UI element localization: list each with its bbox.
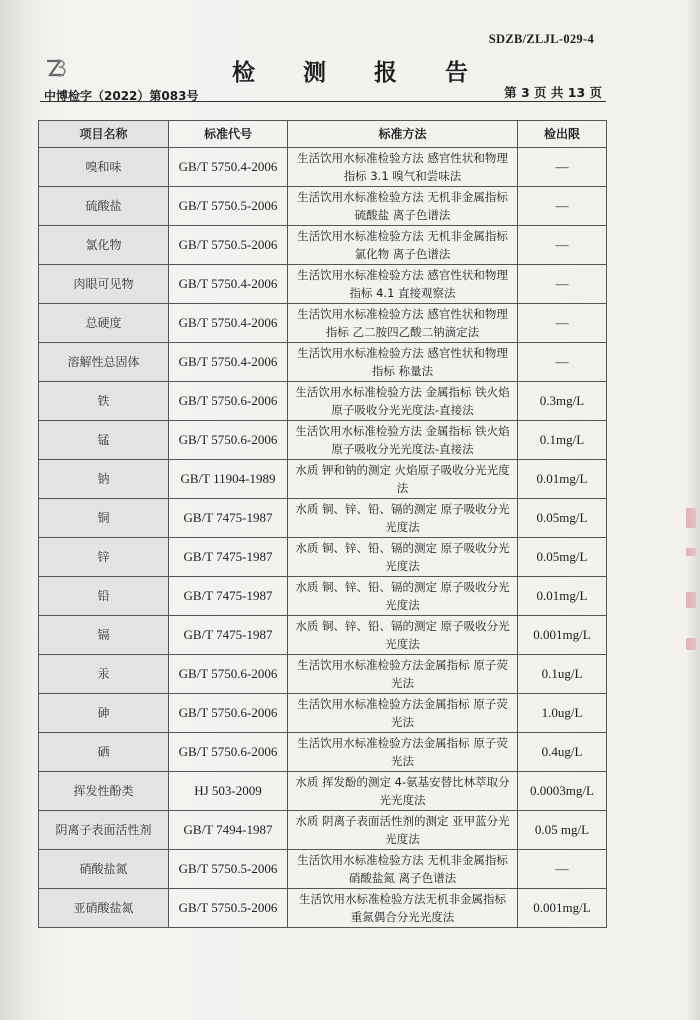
cell-item-name: 铁 <box>39 382 169 421</box>
cell-standard-method: 生活饮用水标准检验方法 金属指标 铁火焰原子吸收分光光度法-直接法 <box>288 382 518 421</box>
cell-standard-method: 生活饮用水标准检验方法金属指标 原子荧光法 <box>288 733 518 772</box>
cell-item-name: 硫酸盐 <box>39 187 169 226</box>
report-title: 检 测 报 告 <box>231 60 489 86</box>
cell-standard-method: 生活饮用水标准检验方法 感官性状和物理指标 乙二胺四乙酸二钠滴定法 <box>288 304 518 343</box>
table-row <box>39 694 607 733</box>
table-row <box>39 733 607 772</box>
cell-item-name: 阴离子表面活性剂 <box>39 811 169 850</box>
cell-detection-limit: 0.01mg/L <box>518 460 607 499</box>
cell-detection-limit: 0.05mg/L <box>518 538 607 577</box>
header-item-name: 项目名称 <box>39 121 169 148</box>
cell-standard-code: GB/T 5750.6-2006 <box>169 421 288 460</box>
cell-standard-method: 水质 铜、锌、铅、镉的测定 原子吸收分光光度法 <box>288 577 518 616</box>
cell-standard-code: GB/T 5750.4-2006 <box>169 148 288 187</box>
cell-detection-limit: — <box>518 265 607 304</box>
cell-item-name: 铅 <box>39 577 169 616</box>
cell-standard-method: 生活饮用水标准检验方法 感官性状和物理指标 4.1 直接观察法 <box>288 265 518 304</box>
cell-standard-method: 生活饮用水标准检验方法 感官性状和物理指标 称量法 <box>288 343 518 382</box>
cell-standard-code: GB/T 7475-1987 <box>169 538 288 577</box>
cell-standard-method: 生活饮用水标准检验方法无机非金属指标 重氮偶合分光光度法 <box>288 889 518 928</box>
cell-item-name: 镉 <box>39 616 169 655</box>
cell-detection-limit: — <box>518 187 607 226</box>
cell-standard-code: GB/T 7475-1987 <box>169 499 288 538</box>
table-row <box>39 148 607 187</box>
table-row <box>39 577 607 616</box>
table-row <box>39 382 607 421</box>
cell-detection-limit: 1.0ug/L <box>518 694 607 733</box>
cell-standard-code: GB/T 11904-1989 <box>169 460 288 499</box>
cell-standard-method: 水质 钾和钠的测定 火焰原子吸收分光光度法 <box>288 460 518 499</box>
table-row <box>39 499 607 538</box>
cell-standard-method: 生活饮用水标准检验方法 感官性状和物理指标 3.1 嗅气和尝味法 <box>288 148 518 187</box>
table-row <box>39 226 607 265</box>
cell-standard-method: 水质 铜、锌、铅、镉的测定 原子吸收分光光度法 <box>288 499 518 538</box>
cell-detection-limit: — <box>518 148 607 187</box>
cell-standard-code: GB/T 5750.6-2006 <box>169 382 288 421</box>
cell-standard-code: GB/T 5750.6-2006 <box>169 733 288 772</box>
table-row <box>39 772 607 811</box>
cell-detection-limit: 0.3mg/L <box>518 382 607 421</box>
cell-detection-limit: 0.05 mg/L <box>518 811 607 850</box>
cell-standard-code: GB/T 7475-1987 <box>169 577 288 616</box>
header-detection-limit: 检出限 <box>518 121 607 148</box>
header-divider <box>40 101 606 102</box>
cell-standard-code: GB/T 5750.6-2006 <box>169 694 288 733</box>
cell-item-name: 总硬度 <box>39 304 169 343</box>
cell-item-name: 溶解性总固体 <box>39 343 169 382</box>
cell-item-name: 挥发性酚类 <box>39 772 169 811</box>
table-row <box>39 265 607 304</box>
cell-detection-limit: — <box>518 850 607 889</box>
cell-standard-code: GB/T 7494-1987 <box>169 811 288 850</box>
cell-standard-method: 生活饮用水标准检验方法 金属指标 铁火焰原子吸收分光光度法-直接法 <box>288 421 518 460</box>
cell-item-name: 硒 <box>39 733 169 772</box>
cell-detection-limit: 0.1mg/L <box>518 421 607 460</box>
cell-item-name: 锌 <box>39 538 169 577</box>
cell-item-name: 铜 <box>39 499 169 538</box>
table-header-row <box>39 121 607 148</box>
cell-detection-limit: 0.4ug/L <box>518 733 607 772</box>
table-row <box>39 850 607 889</box>
cell-standard-method: 生活饮用水标准检验方法 无机非金属指标 硝酸盐氮 离子色谱法 <box>288 850 518 889</box>
cell-standard-code: HJ 503-2009 <box>169 772 288 811</box>
cell-standard-method: 水质 铜、锌、铅、镉的测定 原子吸收分光光度法 <box>288 616 518 655</box>
cell-standard-code: GB/T 5750.4-2006 <box>169 343 288 382</box>
cell-item-name: 硝酸盐氮 <box>39 850 169 889</box>
cell-standard-method: 生活饮用水标准检验方法金属指标 原子荧光法 <box>288 655 518 694</box>
table-body <box>39 148 607 928</box>
page-edge <box>686 0 700 1020</box>
cell-detection-limit: — <box>518 226 607 265</box>
cell-detection-limit: 0.01mg/L <box>518 577 607 616</box>
report-number: 中博检字（2022）第083号 <box>44 89 199 103</box>
cell-standard-code: GB/T 5750.4-2006 <box>169 304 288 343</box>
table-row <box>39 811 607 850</box>
cell-item-name: 亚硝酸盐氮 <box>39 889 169 928</box>
cell-standard-method: 生活饮用水标准检验方法金属指标 原子荧光法 <box>288 694 518 733</box>
cell-detection-limit: 0.1ug/L <box>518 655 607 694</box>
cell-item-name: 钠 <box>39 460 169 499</box>
cell-standard-code: GB/T 5750.5-2006 <box>169 187 288 226</box>
cell-detection-limit: 0.001mg/L <box>518 889 607 928</box>
table-row <box>39 889 607 928</box>
table-row <box>39 616 607 655</box>
cell-standard-method: 水质 阴离子表面活性剂的测定 亚甲蓝分光光度法 <box>288 811 518 850</box>
cell-item-name: 锰 <box>39 421 169 460</box>
cell-item-name: 汞 <box>39 655 169 694</box>
cell-standard-code: GB/T 5750.5-2006 <box>169 850 288 889</box>
cell-standard-code: GB/T 5750.5-2006 <box>169 226 288 265</box>
table-row <box>39 421 607 460</box>
table-row <box>39 187 607 226</box>
cell-detection-limit: — <box>518 343 607 382</box>
cell-detection-limit: 0.05mg/L <box>518 499 607 538</box>
header-standard-method: 标准方法 <box>288 121 518 148</box>
table-row <box>39 538 607 577</box>
method-table <box>38 120 607 928</box>
table-row <box>39 304 607 343</box>
cell-detection-limit: 0.001mg/L <box>518 616 607 655</box>
cell-standard-method: 生活饮用水标准检验方法 无机非金属指标 氯化物 离子色谱法 <box>288 226 518 265</box>
cell-item-name: 氯化物 <box>39 226 169 265</box>
table-row <box>39 460 607 499</box>
cell-item-name: 嗅和味 <box>39 148 169 187</box>
cell-standard-code: GB/T 5750.4-2006 <box>169 265 288 304</box>
cell-detection-limit: 0.0003mg/L <box>518 772 607 811</box>
header-standard-code: 标准代号 <box>169 121 288 148</box>
cell-standard-method: 生活饮用水标准检验方法 无机非金属指标 硫酸盐 离子色谱法 <box>288 187 518 226</box>
cell-standard-code: GB/T 5750.6-2006 <box>169 655 288 694</box>
cell-standard-code: GB/T 7475-1987 <box>169 616 288 655</box>
cell-standard-method: 水质 铜、锌、铅、镉的测定 原子吸收分光光度法 <box>288 538 518 577</box>
cell-item-name: 砷 <box>39 694 169 733</box>
page-indicator: 第 3 页 共 13 页 <box>504 85 602 100</box>
cell-standard-code: GB/T 5750.5-2006 <box>169 889 288 928</box>
cell-item-name: 肉眼可见物 <box>39 265 169 304</box>
document-code: SDZB/ZLJL-029-4 <box>488 32 594 46</box>
table-row <box>39 343 607 382</box>
table-row <box>39 655 607 694</box>
cell-standard-method: 水质 挥发酚的测定 4-氨基安替比林萃取分光光度法 <box>288 772 518 811</box>
cell-detection-limit: — <box>518 304 607 343</box>
